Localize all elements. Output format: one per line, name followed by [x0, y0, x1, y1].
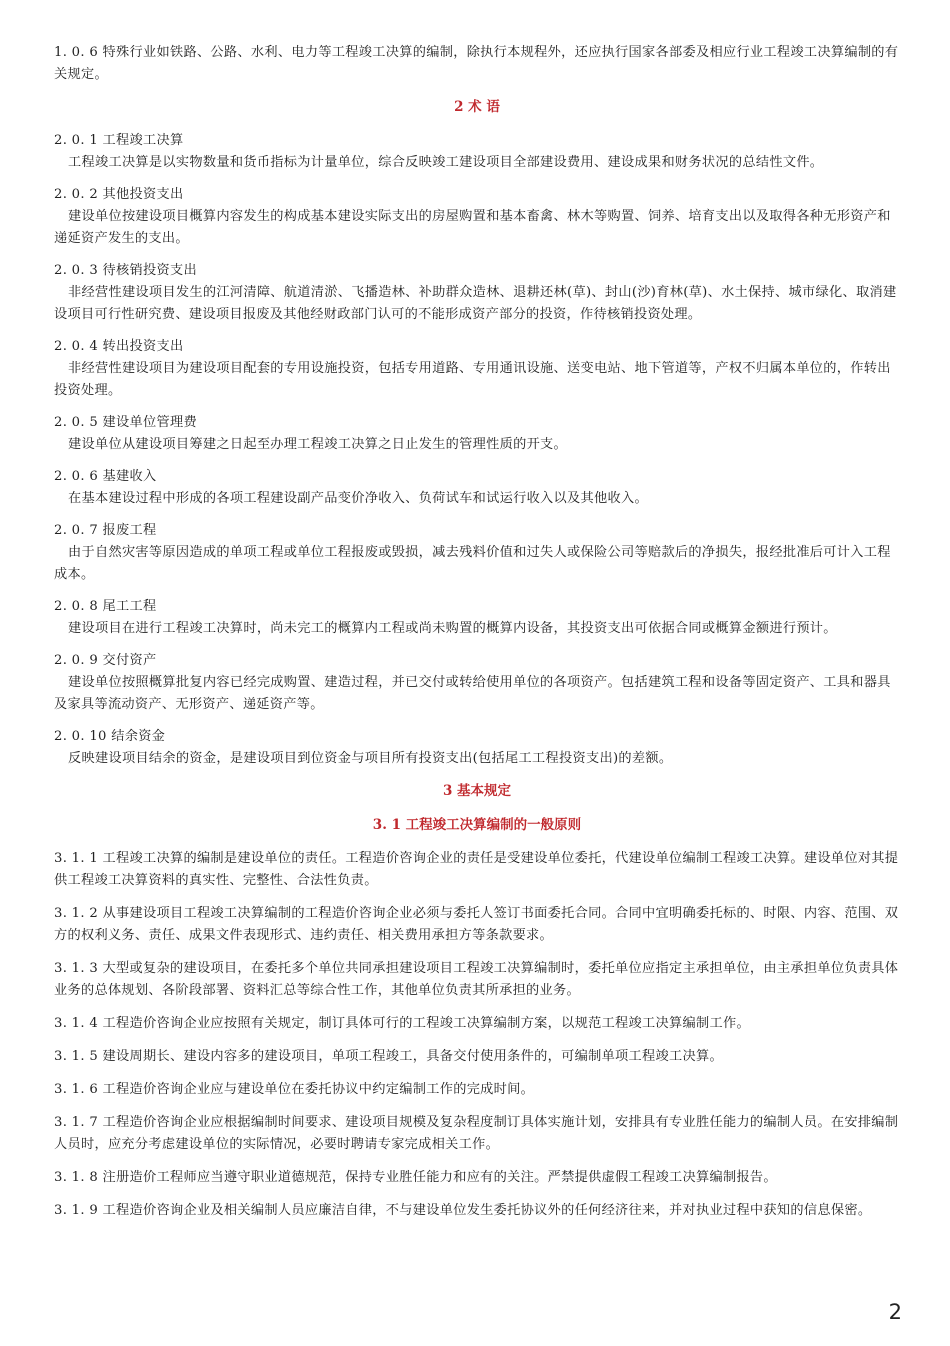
- term-definition: 非经营性建设项目为建设项目配套的专用设施投资，包括专用道路、专用通讯设施、送变电站、地下管道等，产权不归属本单位的，作转出投资处理。: [54, 361, 891, 398]
- intro-clause: [54, 42, 900, 86]
- clause-item: [54, 1013, 900, 1035]
- term-definition: 由于自然灾害等原因造成的单项工程或单位工程报废或毁损，减去残料价值和过失人或保险公司等赔款后的净损失，报经批准后可计入工程成本。: [54, 545, 891, 582]
- term-title: 2. 0. 7 报废工程: [54, 523, 157, 538]
- term-title: 2. 0. 9 交付资产: [54, 653, 157, 668]
- term-definition: 在基本建设过程中形成的各项工程建设副产品变价净收入、负荷试车和试运行收入以及其他收入。: [68, 491, 648, 506]
- clause-item: [54, 903, 900, 947]
- term-item: [54, 130, 900, 174]
- term-definition: 非经营性建设项目发生的江河清障、航道清淤、飞播造林、补助群众造林、退耕还林(草)、封山(沙)育林(草)、水土保持、城市绿化、取消建设项目可行性研究费、建设项目报废及其他经财政部门认可的不能形成资产部分的投资，作待核销投资处理。: [54, 285, 897, 322]
- term-title: 2. 0. 8 尾工工程: [54, 599, 157, 614]
- term-title: 2. 0. 1 工程竣工决算: [54, 133, 184, 148]
- clause-text: 3. 1. 8 注册造价工程师应当遵守职业道德规范，保持专业胜任能力和应有的关注。严禁提供虚假工程竣工决算编制报告。: [54, 1170, 777, 1185]
- clause-item: [54, 848, 900, 892]
- term-item: [54, 184, 900, 250]
- document-page: [54, 42, 900, 1233]
- clause-item: [54, 1200, 900, 1222]
- term-definition: 建设项目在进行工程竣工决算时，尚未完工的概算内工程或尚未购置的概算内设备，其投资支出可依据合同或概算金额进行预计。: [68, 621, 837, 636]
- clause-item: [54, 958, 900, 1002]
- section-3-title: 3 基本规定: [442, 783, 512, 799]
- clause-text: 3. 1. 3 大型或复杂的建设项目，在委托多个单位共同承担建设项目工程竣工决算编制时，委托单位应指定主承担单位，由主承担单位负责具体业务的总体规划、各阶段部署、资料汇总等综合性工作，其他单位负责其所承担的业务。: [54, 961, 899, 998]
- term-item: [54, 650, 900, 716]
- term-definition: 建设单位按照概算批复内容已经完成购置、建造过程，并已交付或转给使用单位的各项资产。包括建筑工程和设备等固定资产、工具和器具及家具等流动资产、无形资产、递延资产等。: [54, 675, 891, 712]
- clause-text: 3. 1. 9 工程造价咨询企业及相关编制人员应廉洁自律，不与建设单位发生委托协议外的任何经济往来，并对执业过程中获知的信息保密。: [54, 1203, 872, 1218]
- term-title: 2. 0. 6 基建收入: [54, 469, 157, 484]
- term-item: [54, 466, 900, 510]
- section-3-1-title: 3. 1 工程竣工决算编制的一般原则: [372, 817, 582, 833]
- clause-text: 3. 1. 2 从事建设项目工程竣工决算编制的工程造价咨询企业必须与委托人签订书面委托合同。合同中宜明确委托标的、时限、内容、范围、双方的权利义务、责任、成果文件表现形式、违约责任、相关费用承担方等条款要求。: [54, 906, 899, 943]
- clause-text: 3. 1. 4 工程造价咨询企业应按照有关规定，制订具体可行的工程竣工决算编制方案，以规范工程竣工决算编制工作。: [54, 1016, 750, 1031]
- term-definition: 反映建设项目结余的资金，是建设项目到位资金与项目所有投资支出(包括尾工工程投资支出)的差额。: [68, 751, 673, 766]
- term-title: 2. 0. 3 待核销投资支出: [54, 263, 197, 278]
- term-definition: 工程竣工决算是以实物数量和货币指标为计量单位，综合反映竣工建设项目全部建设费用、建设成果和财务状况的总结性文件。: [68, 155, 824, 170]
- term-title: 2. 0. 2 其他投资支出: [54, 187, 184, 202]
- section-2-title: 2 术 语: [454, 99, 500, 115]
- term-item: [54, 412, 900, 456]
- term-title: 2. 0. 10 结余资金: [54, 729, 166, 744]
- term-title: 2. 0. 5 建设单位管理费: [54, 415, 197, 430]
- term-item: [54, 336, 900, 402]
- term-item: [54, 260, 900, 326]
- clause-text: 3. 1. 7 工程造价咨询企业应根据编制时间要求、建设项目规模及复杂程度制订具体实施计划，安排具有专业胜任能力的编制人员。在安排编制人员时，应充分考虑建设单位的实际情况，必要时聘请专家完成相关工作。: [54, 1115, 899, 1152]
- term-item: [54, 726, 900, 770]
- clauses-list: [54, 848, 900, 1222]
- clause-text: 3. 1. 5 建设周期长、建设内容多的建设项目，单项工程竣工，具备交付使用条件的，可编制单项工程竣工决算。: [54, 1049, 723, 1064]
- term-definition: 建设单位按建设项目概算内容发生的构成基本建设实际支出的房屋购置和基本畜禽、林木等购置、饲养、培育支出以及取得各种无形资产和递延资产发生的支出。: [54, 209, 891, 246]
- clause-text: 3. 1. 6 工程造价咨询企业应与建设单位在委托协议中约定编制工作的完成时间。: [54, 1082, 535, 1097]
- terms-list: [54, 130, 900, 770]
- clause-item: [54, 1046, 900, 1068]
- clause-text: 3. 1. 1 工程竣工决算的编制是建设单位的责任。工程造价咨询企业的责任是受建设单位委托，代建设单位编制工程竣工决算。建设单位对其提供工程竣工决算资料的真实性、完整性、合法性负责。: [54, 851, 899, 888]
- term-item: [54, 520, 900, 586]
- clause-item: [54, 1167, 900, 1189]
- term-title: 2. 0. 4 转出投资支出: [54, 339, 184, 354]
- clause-item: [54, 1079, 900, 1101]
- term-definition: 建设单位从建设项目筹建之日起至办理工程竣工决算之日止发生的管理性质的开支。: [68, 437, 568, 452]
- clause-item: [54, 1112, 900, 1156]
- term-item: [54, 596, 900, 640]
- page-number: 2: [888, 1300, 902, 1324]
- intro-text: 1. 0. 6 特殊行业如铁路、公路、水利、电力等工程竣工决算的编制，除执行本规程外，还应执行国家各部委及相应行业工程竣工决算编制的有关规定。: [54, 45, 899, 82]
